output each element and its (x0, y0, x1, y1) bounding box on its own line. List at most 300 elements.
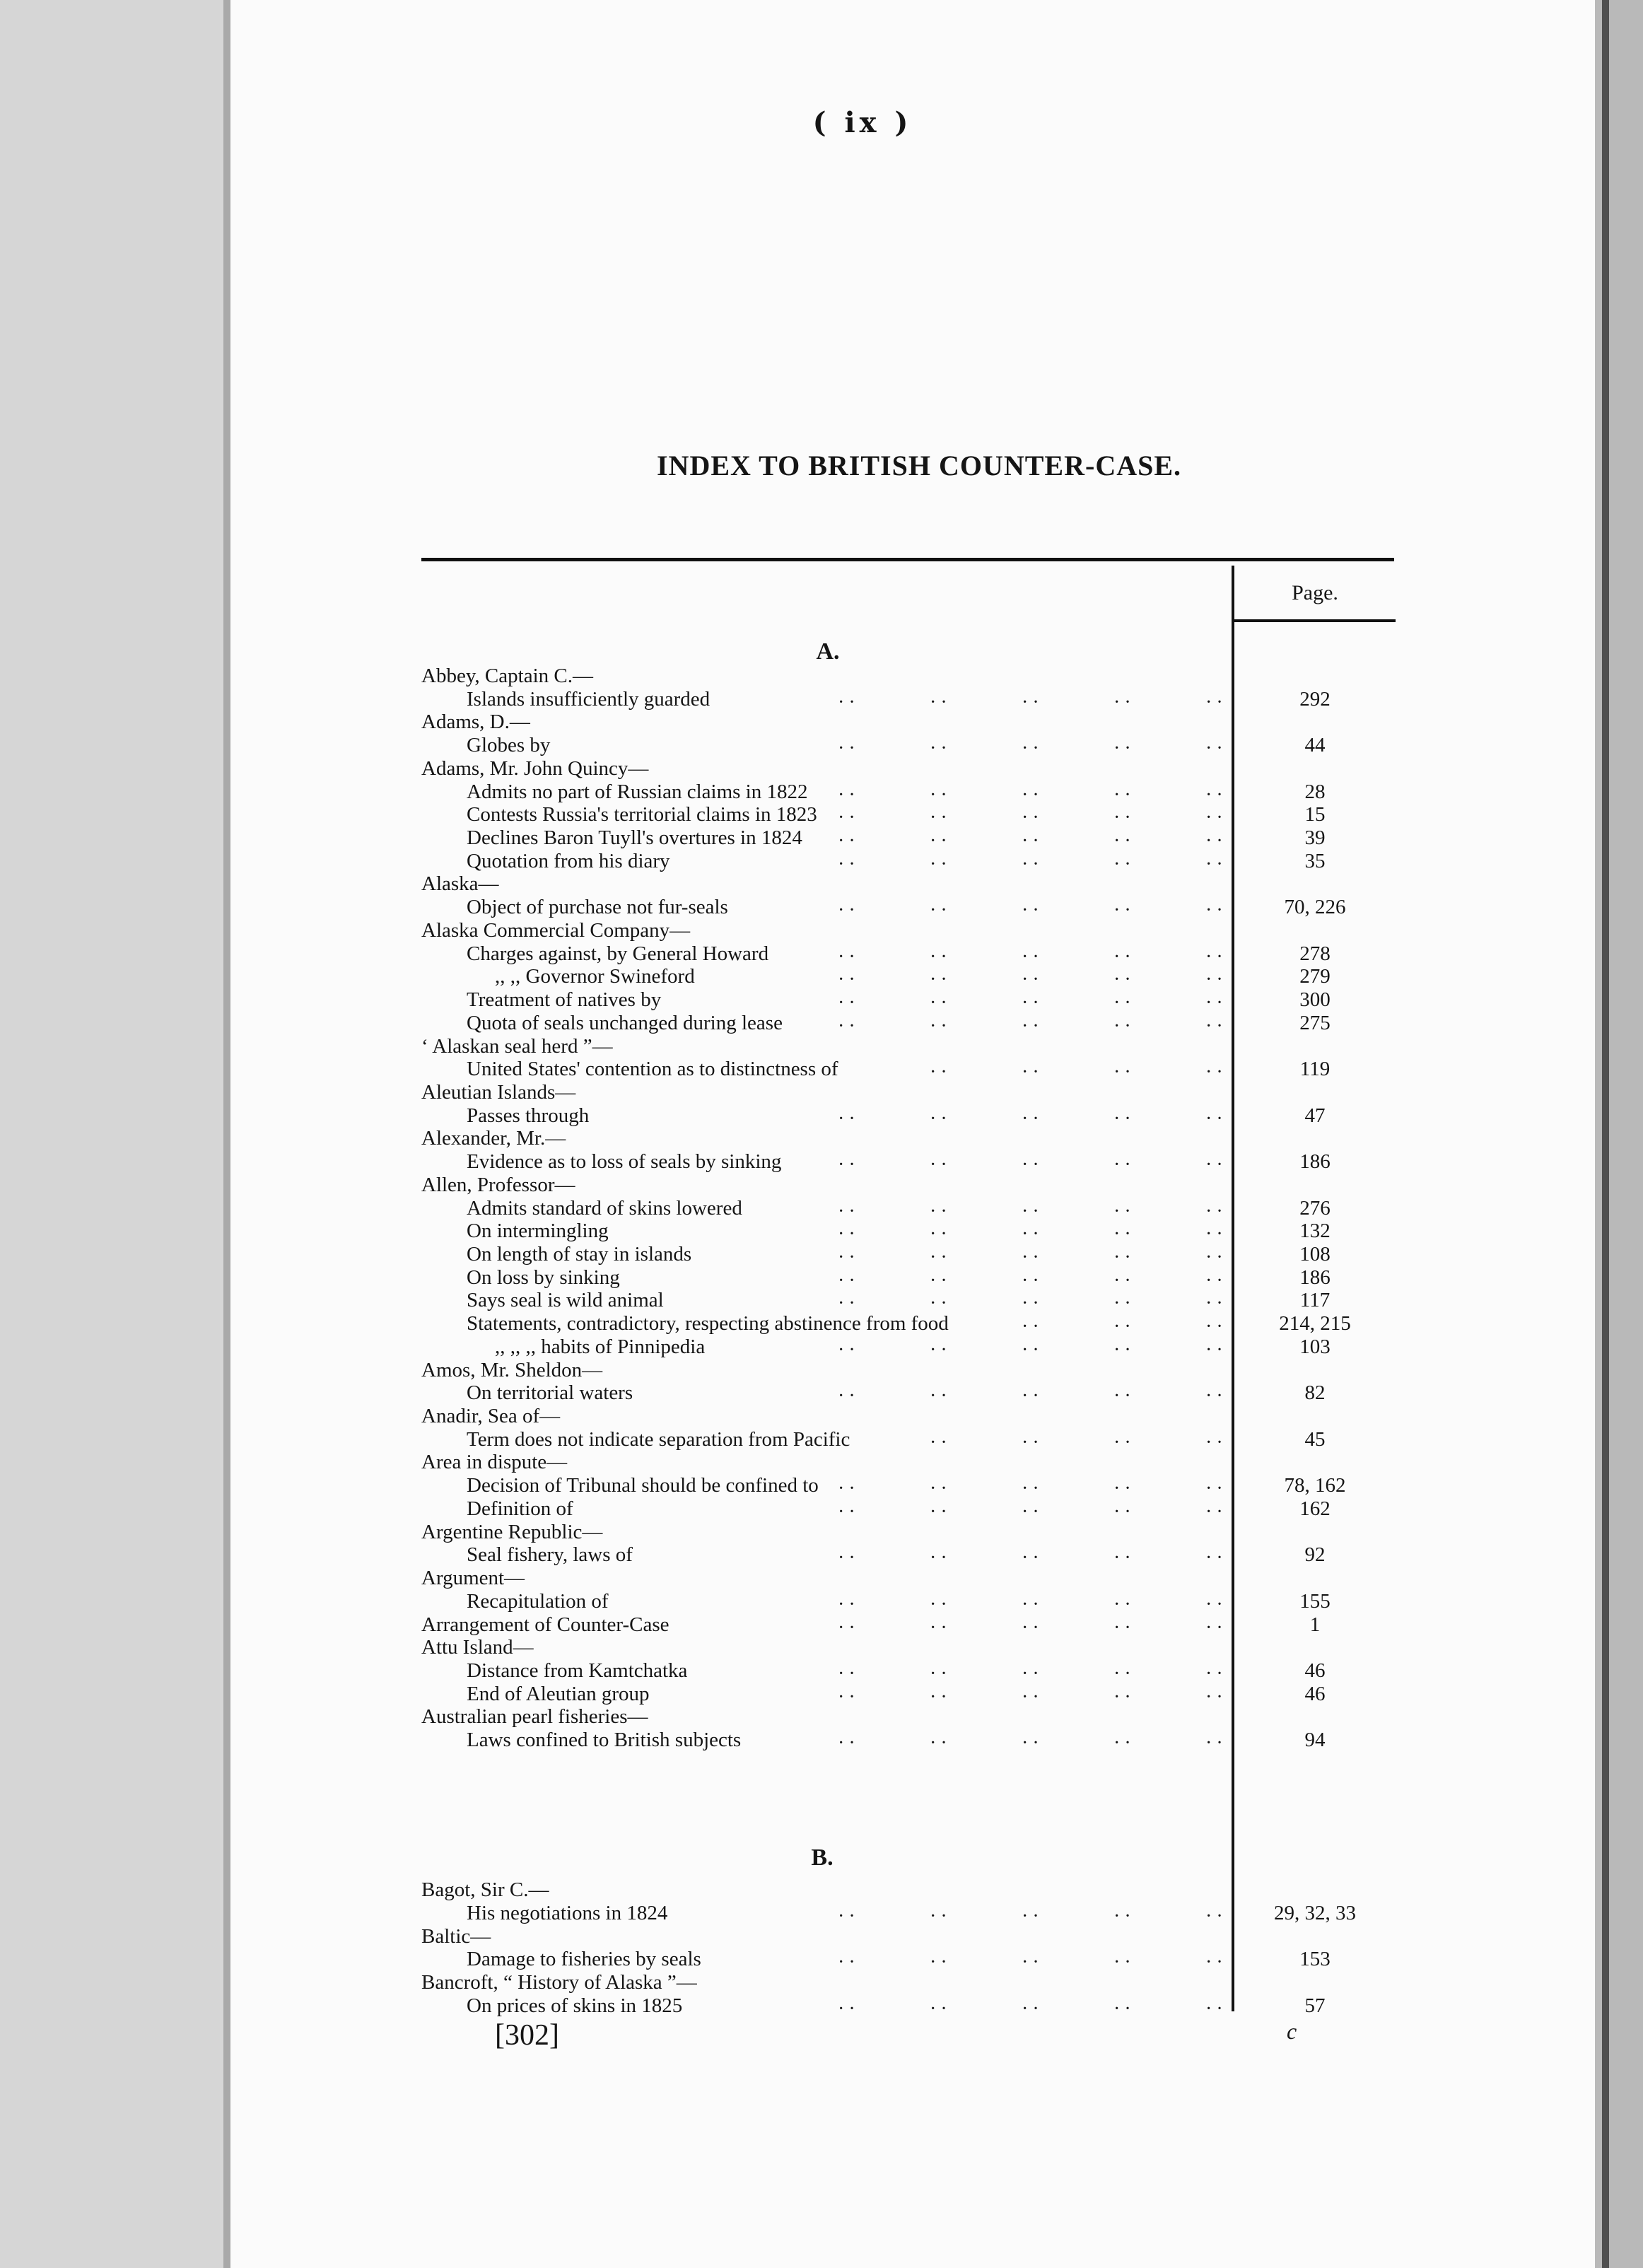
index-heading-row (0, 1034, 1643, 1058)
leader-dot: ·· (838, 1154, 860, 1176)
leader-dot: ·· (1205, 1500, 1227, 1523)
leader-dots (0, 826, 1643, 853)
leader-dot: ·· (1022, 1500, 1043, 1523)
leader-dot: ·· (930, 783, 952, 806)
leader-dot: ·· (838, 1593, 860, 1615)
entry-heading: Baltic— (421, 1924, 491, 1948)
leader-dot: ·· (1205, 945, 1227, 968)
leader-dots (0, 1589, 1643, 1613)
leader-dot: ·· (1205, 1107, 1227, 1130)
entry-text: His negotiations in 1824 (467, 1901, 668, 1924)
index-subentry-row (0, 942, 1643, 966)
leader-dot: ·· (1113, 1269, 1135, 1292)
leader-dot: ·· (1205, 1154, 1227, 1176)
entry-heading: ‘ Alaskan seal herd ”— (421, 1034, 613, 1058)
leader-dot: ·· (930, 1200, 952, 1222)
entry-text: Quota of seals unchanged during lease (467, 1011, 783, 1034)
leader-dot: ·· (1113, 1154, 1135, 1176)
entry-heading: Alaska— (421, 872, 499, 896)
leader-dots (0, 1219, 1643, 1246)
signature-mark: [302] (495, 2019, 559, 2052)
page-reference: 92 (1304, 1543, 1326, 1567)
index-subentry-row (0, 1589, 1643, 1613)
page-reference: 39 (1304, 826, 1326, 850)
page-reference: 162 (1299, 1497, 1331, 1520)
index-subentry-row (0, 1473, 1643, 1500)
entry-text: ,, ,, Governor Swineford (495, 965, 695, 988)
leader-dot: ·· (1113, 1685, 1135, 1708)
index-subentry-row (0, 1659, 1643, 1683)
leader-dot: ·· (1022, 1478, 1043, 1500)
leader-dot: ·· (1113, 1998, 1135, 2020)
entry-heading: Argument— (421, 1567, 525, 1590)
entry-heading: Aleutian Islands— (421, 1080, 576, 1104)
leader-dots (0, 849, 1643, 873)
page-reference: 47 (1304, 1104, 1326, 1127)
leader-dot: ·· (1022, 1246, 1043, 1268)
entry-heading: Adams, Mr. John Quincy— (421, 756, 649, 780)
leader-dot: ·· (1113, 737, 1135, 760)
page-reference: 132 (1299, 1220, 1331, 1243)
index-heading-row (0, 872, 1643, 896)
leader-dot: ·· (930, 853, 952, 875)
page-reference: 278 (1299, 942, 1331, 965)
entry-text: Admits standard of skins lowered (467, 1196, 742, 1220)
leader-dot: ·· (1205, 1223, 1227, 1246)
leader-dot: ·· (1205, 1905, 1227, 1927)
index-subentry-row (0, 1219, 1643, 1246)
leader-dot: ·· (1113, 899, 1135, 922)
leader-dot: ·· (1022, 945, 1043, 968)
leader-dot: ·· (1113, 1662, 1135, 1685)
leader-dots (0, 1659, 1643, 1683)
leader-dot: ·· (1022, 830, 1043, 853)
leader-dots (0, 802, 1643, 829)
leader-dot: ·· (1022, 691, 1043, 713)
page-reference: 15 (1304, 803, 1326, 826)
index-subentry-row (0, 1728, 1643, 1755)
leader-dots (0, 1994, 1643, 2018)
index-heading-row (0, 1080, 1643, 1104)
leader-dot: ·· (930, 1685, 952, 1708)
leader-dot: ·· (930, 1292, 952, 1315)
leader-dot: ·· (838, 1246, 860, 1268)
leader-dot: ·· (1205, 691, 1227, 713)
leader-dot: ·· (1022, 1547, 1043, 1570)
index-heading-row (0, 1635, 1643, 1659)
leader-dot: ·· (838, 1223, 860, 1246)
leader-dots (0, 780, 1643, 804)
page-reference: 153 (1299, 1948, 1331, 1971)
leader-dot: ·· (1205, 1200, 1227, 1222)
leader-dot: ·· (930, 1732, 952, 1755)
leader-dot: ·· (1022, 1685, 1043, 1708)
leader-dot: ·· (1113, 1338, 1135, 1361)
index-heading-row (0, 1358, 1643, 1382)
entry-text: Term does not indicate separation from Pacific (467, 1427, 850, 1451)
leader-dot: ·· (930, 691, 952, 713)
leader-dots (0, 1497, 1643, 1521)
entry-heading: Area in dispute— (421, 1451, 568, 1474)
leader-dot: ·· (930, 807, 952, 829)
page-reference: 119 (1299, 1058, 1331, 1081)
entry-heading: Allen, Professor— (421, 1173, 575, 1196)
leader-dot: ·· (1113, 1015, 1135, 1037)
leader-dot: ·· (1205, 1478, 1227, 1500)
entry-text: Seal fishery, laws of (467, 1543, 633, 1567)
page-reference: 155 (1299, 1589, 1331, 1613)
entry-text: Damage to fisheries by seals (467, 1948, 701, 1971)
leader-dot: ·· (930, 1616, 952, 1639)
leader-dot: ·· (1022, 1385, 1043, 1408)
leader-dot: ·· (838, 1998, 860, 2020)
leader-dot: ·· (1205, 1292, 1227, 1315)
leader-dot: ·· (1022, 1338, 1043, 1361)
entry-text: United States' contention as to distinctness of (467, 1058, 838, 1081)
index-subentry-row (0, 1901, 1643, 1925)
index-heading-row (0, 664, 1643, 688)
leader-dot: ·· (1205, 737, 1227, 760)
entry-text: Passes through (467, 1104, 590, 1127)
leader-dot: ·· (1113, 1500, 1135, 1523)
leader-dot: ·· (1022, 1154, 1043, 1176)
page-reference: 46 (1304, 1659, 1326, 1682)
index-heading-row (0, 1613, 1643, 1637)
leader-dot: ·· (930, 1905, 952, 1927)
leader-dot: ·· (930, 1223, 952, 1246)
leader-dot: ·· (838, 1015, 860, 1037)
leader-dot: ·· (930, 1385, 952, 1408)
leader-dot: ·· (838, 1547, 860, 1570)
entry-text: Definition of (467, 1497, 573, 1520)
index-subentry-row (0, 1196, 1643, 1220)
leader-dot: ·· (1022, 1616, 1043, 1639)
leader-dots (0, 895, 1643, 922)
leader-dot: ·· (1113, 1616, 1135, 1639)
index-heading-row (0, 1878, 1643, 1902)
leader-dot: ·· (930, 737, 952, 760)
leader-dot: ·· (838, 992, 860, 1015)
leader-dot: ·· (838, 783, 860, 806)
leader-dot: ·· (838, 1385, 860, 1408)
entry-heading: Anadir, Sea of— (421, 1405, 561, 1428)
leader-dot: ·· (1022, 1107, 1043, 1130)
leader-dots (0, 1335, 1643, 1359)
leader-dot: ·· (1205, 992, 1227, 1015)
entry-text: End of Aleutian group (467, 1682, 650, 1705)
page-reference: 28 (1304, 780, 1326, 803)
index-subentry-row (0, 1381, 1643, 1408)
leader-dot: ·· (930, 899, 952, 922)
leader-dots (0, 964, 1643, 991)
leader-dot: ·· (1113, 1732, 1135, 1755)
leader-dot: ·· (1205, 1061, 1227, 1084)
leader-dot: ·· (1205, 1316, 1227, 1338)
leader-dots (0, 988, 1643, 1015)
leader-dots (0, 1901, 1643, 1925)
leader-dot: ·· (838, 969, 860, 991)
index-subentry-row (0, 1104, 1643, 1128)
page-reference: 46 (1304, 1682, 1326, 1705)
index-heading-row (0, 1566, 1643, 1590)
leader-dot: ·· (838, 899, 860, 922)
leader-dot: ·· (1022, 853, 1043, 875)
page-reference: 214, 215 (1279, 1312, 1351, 1335)
leader-dots (0, 1473, 1643, 1500)
entry-text: On length of stay in islands (467, 1243, 692, 1265)
leader-dots (0, 1682, 1643, 1706)
index-subentry-row (0, 1311, 1643, 1338)
index-subentry-row (0, 849, 1643, 873)
entry-text: Treatment of natives by (467, 988, 662, 1012)
leader-dot: ·· (930, 1269, 952, 1292)
index-heading-row (0, 756, 1643, 781)
index-subentry-row (0, 733, 1643, 760)
leader-dot: ·· (1113, 1200, 1135, 1222)
index-heading-row (0, 1126, 1643, 1150)
leader-dot: ·· (1113, 1385, 1135, 1408)
leader-dot: ·· (1205, 1732, 1227, 1755)
leader-dot: ·· (1022, 1200, 1043, 1222)
leader-dots (0, 1011, 1643, 1035)
index-subentry-row (0, 964, 1643, 991)
leader-dot: ·· (1022, 969, 1043, 991)
leader-dot: ·· (1113, 1547, 1135, 1570)
leader-dots (0, 1728, 1643, 1755)
leader-dot: ·· (838, 691, 860, 713)
leader-dot: ·· (1205, 1662, 1227, 1685)
leader-dot: ·· (1022, 737, 1043, 760)
leader-dot: ·· (1113, 1316, 1135, 1338)
leader-dot: ·· (838, 1500, 860, 1523)
leader-dot: ·· (838, 1107, 860, 1130)
leader-dot: ·· (1113, 807, 1135, 829)
leader-dot: ·· (838, 737, 860, 760)
index-subentry-row (0, 1947, 1643, 1974)
index-subentry-row (0, 1288, 1643, 1315)
leader-dot: ·· (1022, 992, 1043, 1015)
leader-dot: ·· (930, 1431, 952, 1454)
entry-heading: Amos, Mr. Sheldon— (421, 1358, 603, 1381)
leader-dot: ·· (930, 1662, 952, 1685)
leader-dot: ·· (1113, 1107, 1135, 1130)
page-reference: 292 (1299, 687, 1331, 711)
entry-heading: Arrangement of Counter-Case (421, 1613, 670, 1636)
index-subentry-row (0, 802, 1643, 829)
index-subentry-row (0, 1335, 1643, 1359)
index-subentry-row (0, 1011, 1643, 1035)
entry-text: Admits no part of Russian claims in 1822 (467, 780, 808, 803)
leader-dot: ·· (1205, 969, 1227, 991)
leader-dot: ·· (930, 1593, 952, 1615)
page-column-header: Page. (1292, 581, 1338, 604)
entry-heading: Australian pearl fisheries— (421, 1705, 648, 1729)
leader-dot: ·· (1113, 969, 1135, 991)
entry-text: ,, ,, ,, habits of Pinnipedia (495, 1335, 706, 1358)
leader-dot: ·· (1022, 1431, 1043, 1454)
leader-dot: ·· (1022, 1905, 1043, 1927)
leader-dot: ·· (1022, 1292, 1043, 1315)
entry-text: Contests Russia's territorial claims in 1823 (467, 803, 817, 826)
page-reference: 1 (1309, 1613, 1321, 1636)
leader-dot: ·· (1022, 783, 1043, 806)
index-heading-row (0, 710, 1643, 734)
index-heading-row (0, 1404, 1643, 1428)
leader-dot: ·· (1022, 1015, 1043, 1037)
leader-dot: ·· (1205, 1338, 1227, 1361)
leader-dot: ·· (930, 1107, 952, 1130)
section-letter-a: A. (816, 638, 840, 665)
signature-letter: c (1287, 2018, 1297, 2044)
leader-dot: ·· (838, 1951, 860, 1974)
page-reference: 29, 32, 33 (1274, 1901, 1356, 1924)
leader-dot: ·· (1022, 807, 1043, 829)
page-reference: 44 (1304, 734, 1326, 757)
leader-dot: ·· (838, 945, 860, 968)
leader-dot: ·· (1113, 1905, 1135, 1927)
leader-dot: ·· (1205, 1593, 1227, 1615)
leader-dot: ·· (1205, 1998, 1227, 2020)
page-header-rule (1234, 619, 1396, 622)
leader-dots (0, 1613, 1643, 1637)
leader-dot: ·· (930, 1951, 952, 1974)
entry-heading: Argentine Republic— (421, 1520, 603, 1543)
leader-dots (0, 1196, 1643, 1220)
entry-text: Globes by (467, 734, 551, 757)
leader-dots (0, 1543, 1643, 1570)
leader-dots (0, 1381, 1643, 1408)
page-reference: 279 (1299, 965, 1331, 988)
entry-heading: Bancroft, “ History of Alaska ”— (421, 1971, 697, 1994)
index-subentry-row (0, 895, 1643, 922)
leader-dot: ·· (1022, 1269, 1043, 1292)
leader-dot: ·· (930, 1500, 952, 1523)
page-reference: 186 (1299, 1150, 1331, 1174)
leader-dots (0, 1265, 1643, 1290)
leader-dot: ·· (930, 1061, 952, 1084)
leader-dots (0, 687, 1643, 711)
leader-dot: ·· (838, 1200, 860, 1222)
leader-dot: ·· (1113, 691, 1135, 713)
leader-dots (0, 1104, 1643, 1128)
entry-text: Laws confined to British subjects (467, 1729, 742, 1752)
page-reference: 94 (1304, 1729, 1326, 1752)
leader-dots (0, 1947, 1643, 1974)
entry-heading: Alaska Commercial Company— (421, 918, 691, 942)
leader-dot: ·· (1205, 899, 1227, 922)
entry-heading: Abbey, Captain C.— (421, 665, 593, 687)
leader-dots (0, 733, 1643, 760)
leader-dot: ·· (1113, 1431, 1135, 1454)
leader-dot: ·· (1022, 1223, 1043, 1246)
page-reference: 103 (1299, 1335, 1331, 1358)
index-subentry-row (0, 780, 1643, 804)
leader-dots (0, 942, 1643, 966)
entry-text: Declines Baron Tuyll's overtures in 1824 (467, 826, 802, 850)
leader-dot: ·· (838, 1292, 860, 1315)
leader-dot: ·· (1205, 1431, 1227, 1454)
entry-text: Recapitulation of (467, 1589, 609, 1613)
page-reference: 108 (1299, 1243, 1331, 1265)
leader-dot: ·· (838, 853, 860, 875)
leader-dot: ·· (930, 969, 952, 991)
leader-dot: ·· (1022, 1593, 1043, 1615)
index-subentry-row (0, 1994, 1643, 2018)
index-heading-row (0, 1705, 1643, 1729)
leader-dot: ·· (1022, 1061, 1043, 1084)
page-reference: 186 (1299, 1265, 1331, 1289)
leader-dot: ·· (930, 1998, 952, 2020)
index-subentry-row (0, 1497, 1643, 1521)
leader-dot: ·· (838, 1662, 860, 1685)
index-subentry-row (0, 1427, 1643, 1454)
index-heading-row (0, 1450, 1643, 1474)
page-reference: 70, 226 (1284, 896, 1346, 919)
leader-dots (0, 1150, 1643, 1174)
index-heading-row (0, 1970, 1643, 1994)
entry-heading: Adams, D.— (421, 711, 530, 734)
index-subentry-row (0, 1265, 1643, 1290)
page-reference: 276 (1299, 1196, 1331, 1220)
leader-dot: ·· (1205, 1385, 1227, 1408)
leader-dot: ·· (930, 1154, 952, 1176)
leader-dot: ·· (1113, 830, 1135, 853)
leader-dot: ·· (1205, 1547, 1227, 1570)
page-reference: 300 (1299, 988, 1331, 1012)
table-top-rule (421, 558, 1394, 561)
leader-dot: ·· (1113, 1223, 1135, 1246)
leader-dots (0, 1242, 1643, 1266)
index-heading-row (0, 918, 1643, 942)
page-reference: 275 (1299, 1011, 1331, 1034)
leader-dots (0, 1057, 1643, 1084)
section-letter-b: B. (811, 1845, 834, 1871)
leader-dot: ·· (1205, 1616, 1227, 1639)
leader-dot: ·· (1113, 1478, 1135, 1500)
page-reference: 78, 162 (1284, 1474, 1346, 1497)
leader-dot: ·· (1022, 1316, 1043, 1338)
page-reference: 57 (1304, 1994, 1326, 2017)
entry-text: On intermingling (467, 1220, 609, 1243)
page-reference: 82 (1304, 1381, 1326, 1405)
leader-dot: ·· (1205, 830, 1227, 853)
leader-dot: ·· (1113, 1292, 1135, 1315)
entry-text: On territorial waters (467, 1381, 633, 1405)
leader-dots (0, 1427, 1643, 1454)
entry-heading: Alexander, Mr.— (421, 1127, 566, 1150)
leader-dot: ·· (1022, 1998, 1043, 2020)
entry-heading: Bagot, Sir C.— (421, 1878, 549, 1901)
leader-dot: ·· (838, 1269, 860, 1292)
leader-dot: ·· (838, 1478, 860, 1500)
entry-text: Evidence as to loss of seals by sinking (467, 1150, 782, 1174)
leader-dot: ·· (1205, 853, 1227, 875)
leader-dot: ·· (1113, 945, 1135, 968)
leader-dot: ·· (838, 1616, 860, 1639)
page-title: INDEX TO BRITISH COUNTER-CASE. (656, 450, 1182, 481)
leader-dot: ·· (930, 1015, 952, 1037)
leader-dot: ·· (1022, 1732, 1043, 1755)
entry-heading: Attu Island— (421, 1636, 534, 1659)
leader-dot: ·· (1205, 783, 1227, 806)
index-heading-row (0, 1520, 1643, 1544)
entry-text: Distance from Kamtchatka (467, 1659, 688, 1682)
page-reference: 117 (1299, 1289, 1331, 1312)
index-heading-row (0, 1924, 1643, 1948)
leader-dot: ·· (1113, 1593, 1135, 1615)
leader-dot: ·· (838, 1685, 860, 1708)
page-folio: ( ix ) (812, 106, 913, 139)
